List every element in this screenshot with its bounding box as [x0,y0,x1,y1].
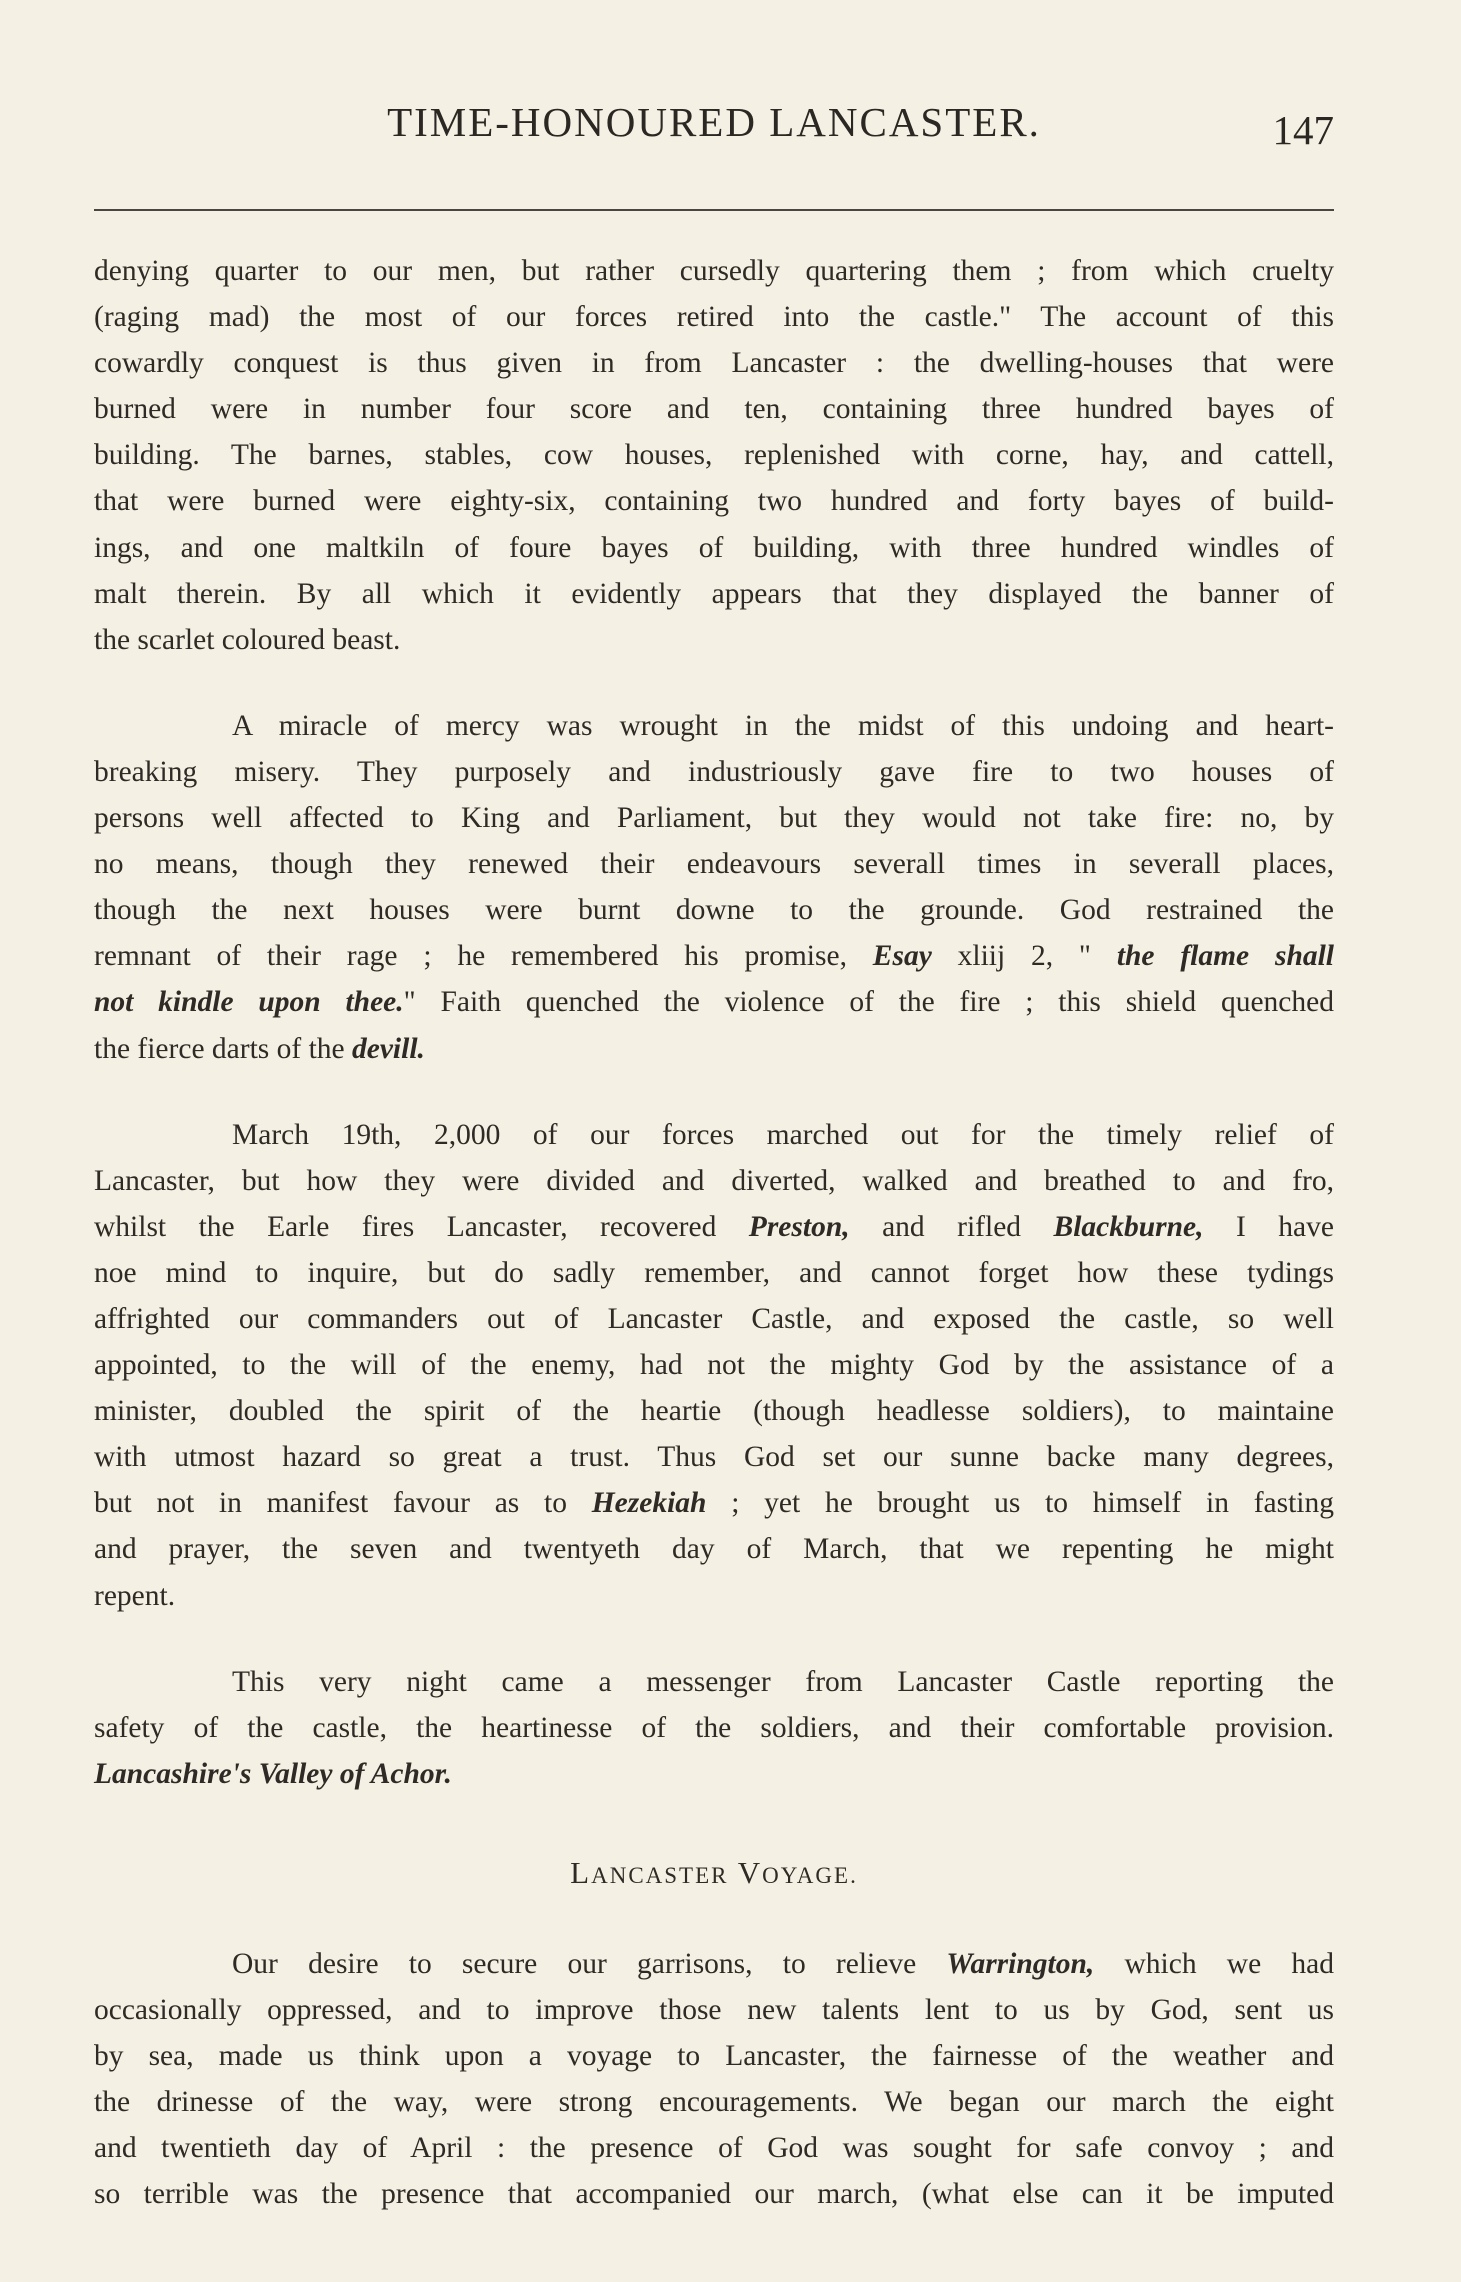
text-line: breaking misery. They purposely and industriously gave fire to two houses of [94,755,1334,788]
paragraph-2 [94,703,1334,1072]
text-line: safety of the castle, the heartinesse of the soldiers, and their comfortable provision. [94,1711,1334,1744]
text-line: and twentieth day of April : the presence of God was sought for safe convoy ; and [94,2132,1334,2165]
paragraph-1 [94,248,1334,663]
page-number: 147 [1272,107,1334,153]
header-rule [94,209,1334,211]
section-heading-text: LANCASTER VOYAGE. [570,1854,858,1890]
text-line: (raging mad) the most of our forces retired into the castle." The account of this [94,301,1334,334]
text-line: This very night came a messenger from Lancaster Castle reporting the [232,1665,1334,1698]
paragraph-3 [94,1112,1334,1619]
text-line: by sea, made us think upon a voyage to Lancaster, the fairnesse of the weather and [94,2040,1334,2073]
text-line: not kindle upon thee." Faith quenched the violence of the fire ; this shield quenched [94,986,1334,1019]
text-line: burned were in number four score and ten, containing three hundred bayes of [94,393,1334,426]
text-line: cowardly conquest is thus given in from Lancaster : the dwelling-houses that were [94,347,1334,380]
citation-italic: Lancashire's Valley of Achor. [94,1757,452,1790]
text-line: building. The barnes, stables, cow houses, replenished with corne, hay, and cattell, [94,439,1334,472]
text-line: the drinesse of the way, were strong encouragements. We began our march the eight [94,2086,1334,2119]
text-line: noe mind to inquire, but do sadly remember, and cannot forget how these tydings [94,1256,1334,1289]
paragraph-4 [94,1659,1334,1797]
text-line: the scarlet coloured beast. [94,623,401,656]
running-head-title: TIME-HONOURED LANCASTER. [387,99,1041,145]
text-line: that were burned were eighty-six, containing two hundred and forty bayes of build- [94,485,1334,518]
text-line: with utmost hazard so great a trust. Thus God set our sunne backe many degrees, [94,1441,1334,1474]
text-line: Lancaster, but how they were divided and diverted, walked and breathed to and fro, [94,1164,1334,1197]
text-line: and prayer, the seven and twentyeth day of March, that we repenting he might [94,1533,1334,1566]
running-head [94,92,1334,152]
text-line: remnant of their rage ; he remembered his promise, Esay xliij 2, " the flame shall [94,940,1335,973]
text-line: appointed, to the will of the enemy, had not the mighty God by the assistance of a [94,1349,1334,1382]
paragraph-5 [94,1941,1334,2218]
text-line: so terrible was the presence that accompanied our march, (what else can it be imputed [94,2178,1334,2211]
text-line: March 19th, 2,000 of our forces marched out for the timely relief of [232,1118,1334,1151]
text-line: affrighted our commanders out of Lancaster Castle, and exposed the castle, so well [94,1302,1334,1335]
text-line: ings, and one maltkiln of foure bayes of building, with three hundred windles of [94,531,1334,564]
text-line: the fierce darts of the devill. [94,1032,425,1065]
text-line: no means, though they renewed their endeavours severall times in severall places, [94,848,1334,881]
text-line: persons well affected to King and Parliament, but they would not take fire: no, by [94,802,1334,835]
text-line: A miracle of mercy was wrought in the midst of this undoing and heart- [232,709,1334,742]
text-line: though the next houses were burnt downe to the grounde. God restrained the [94,894,1334,927]
section-heading [94,1855,1334,1891]
text-line: whilst the Earle fires Lancaster, recovered Preston, and rifled Blackburne, I have [94,1210,1334,1243]
body-text [94,248,1334,2217]
source-citation [94,1751,1334,1797]
text-line: occasionally oppressed, and to improve those new talents lent to us by God, sent us [94,1994,1334,2026]
text-line: repent. [94,1579,176,1612]
text-line: but not in manifest favour as to Hezekiah ; yet he brought us to himself in fasting [94,1487,1335,1520]
text-line: minister, doubled the spirit of the heartie (though headlesse soldiers), to maintaine [94,1395,1334,1428]
text-line: malt therein. By all which it evidently appears that they displayed the banner of [94,577,1334,610]
text-line: Our desire to secure our garrisons, to relieve Warrington, which we had [232,1947,1334,1980]
text-line: denying quarter to our men, but rather cursedly quartering them ; from which cruelty [94,255,1334,287]
